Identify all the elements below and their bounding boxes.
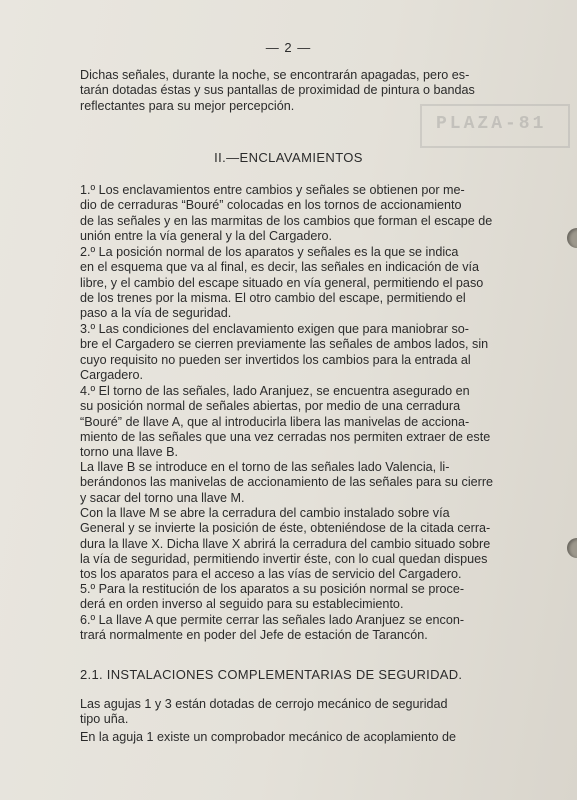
paragraph-line: en el esquema que va al final, es decir, las señales en indicación de vía <box>80 260 480 275</box>
paragraph-line: berándonos las manivelas de accionamiento de las señales para su cierre <box>80 475 494 490</box>
binder-hole-top <box>567 228 577 248</box>
intro-line-2: tarán dotadas éstas y sus pantallas de proximidad de pintura o bandas <box>80 83 475 98</box>
paragraph-line: 5.º Para la restitución de los aparatos a su posición normal se proce- <box>80 582 465 596</box>
paragraph-line: cuyo requisito no pueden ser invertidos los cambios para la entrada al <box>80 352 471 367</box>
paragraph-line: 1.º Los enclavamientos entre cambios y señales se obtienen por me- <box>80 183 465 197</box>
paragraph-line: 4.º El torno de las señales, lado Aranjuez, se encuentra asegurado en <box>80 384 470 398</box>
paragraph-line: tos los aparatos para el acceso a las vías de servicio del Cargadero. <box>80 567 462 582</box>
subsection-heading: 2.1. INSTALACIONES COMPLEMENTARIAS DE SEGURIDAD. <box>80 667 463 682</box>
paragraph-line: 2.º La posición normal de los aparatos y señales es la que se indica <box>80 245 459 259</box>
paragraph-line: dura la llave X. Dicha llave X abrirá la cerradura del cambio situado sobre <box>80 536 491 551</box>
paragraph-line: Cargadero. <box>80 367 144 382</box>
paragraph-line: Las agujas 1 y 3 están dotadas de cerrojo mecánico de seguridad <box>80 697 448 711</box>
intro-paragraph <box>80 68 552 114</box>
paragraph-line: de las señales y en las marmitas de los cambios que forman el escape de <box>80 213 493 228</box>
paragraph-9 <box>80 697 552 728</box>
paragraph-line: “Bouré” de llave A, que al introducirla libera las manivelas de acciona- <box>80 414 470 429</box>
paragraph-line: libre, y el cambio del escape situado en vía general, permitiendo el paso <box>80 275 484 290</box>
paragraph-line: En la aguja 1 existe un comprobador mecánico de acoplamiento de <box>80 730 456 744</box>
intro-line-1: Dichas señales, durante la noche, se encontrarán apagadas, pero es- <box>80 68 470 82</box>
paragraph-5 <box>80 460 552 506</box>
paragraph-6 <box>80 506 552 582</box>
paragraph-8 <box>80 613 552 644</box>
faded-stamp: PLAZA-81 <box>420 104 570 148</box>
binder-hole-bottom <box>567 538 577 558</box>
paragraph-line: Con la llave M se abre la cerradura del cambio instalado sobre vía <box>80 506 450 520</box>
paragraph-line: miento de las señales que una vez cerradas nos permiten extraer de este <box>80 429 491 444</box>
paragraph-4 <box>80 384 552 460</box>
paragraph-line: 3.º Las condiciones del enclavamiento exigen que para maniobrar so- <box>80 322 469 336</box>
paragraph-2 <box>80 245 552 321</box>
paragraph-line: unión entre la vía general y la del Cargadero. <box>80 228 333 243</box>
paragraph-line: su posición normal de señales abiertas, por medio de una cerradura <box>80 399 461 414</box>
paragraph-line: bre el Cargadero se cierren previamente las señales de ambos lados, sin <box>80 337 489 352</box>
paragraph-1 <box>80 183 552 244</box>
paragraph-line: la vía de seguridad, permitiendo invertir éste, con lo cual quedan dispues <box>80 551 488 566</box>
paragraph-line: de los trenes por la misma. El otro cambio del escape, permitiendo el <box>80 290 466 305</box>
page-number: — 2 — <box>265 40 312 55</box>
section-heading: II.—ENCLAVAMIENTOS <box>214 150 363 165</box>
paragraph-line: 6.º La llave A que permite cerrar las señales lado Aranjuez se encon- <box>80 613 465 627</box>
paragraph-line: paso a la vía de seguridad. <box>80 306 232 321</box>
paragraph-line: trará normalmente en poder del Jefe de estación de Tarancón. <box>80 628 428 643</box>
paragraph-line: y sacar del torno una llave M. <box>80 490 245 505</box>
paragraph-line: General y se invierte la posición de éste, obteniéndose de la citada cerra- <box>80 521 491 536</box>
paragraph-line: derá en orden inverso al seguido para su establecimiento. <box>80 597 404 612</box>
paragraph-line: La llave B se introduce en el torno de las señales lado Valencia, li- <box>80 460 450 474</box>
paragraph-line: dio de cerraduras “Bouré” colocadas en los tornos de accionamiento <box>80 198 462 213</box>
paragraph-7 <box>80 582 552 613</box>
paragraph-line: torno una llave B. <box>80 445 179 460</box>
paragraph-3 <box>80 322 552 383</box>
intro-line-3: reflectantes para su mejor percepción. <box>80 98 295 113</box>
paragraph-line: tipo uña. <box>80 712 129 727</box>
paragraph-10 <box>80 730 552 745</box>
